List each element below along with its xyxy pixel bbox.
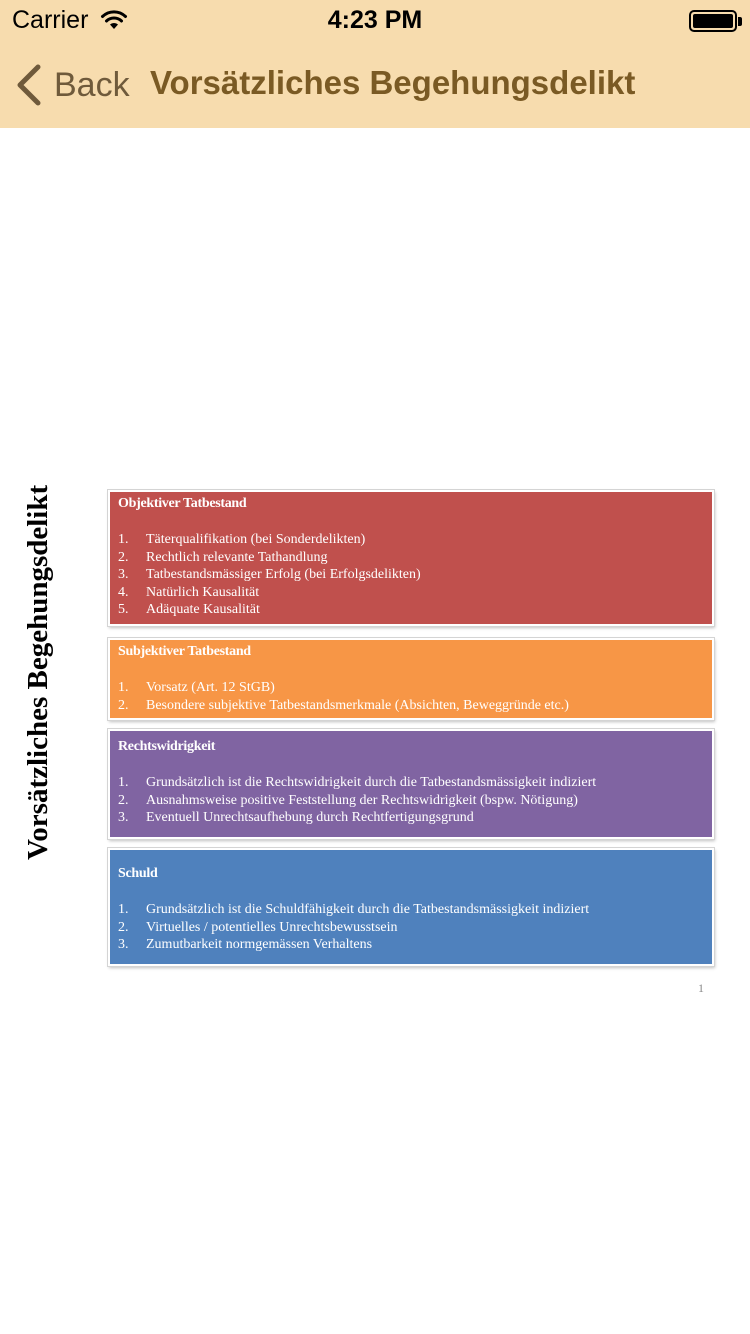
section-title: Schuld — [118, 866, 158, 881]
section-schuld — [108, 848, 714, 966]
carrier-label: Carrier — [12, 6, 89, 34]
list-item: 3. Tatbestandsmässiger Erfolg (bei Erfolgsdelikten) — [118, 567, 421, 582]
list-item: 1. Täterqualifikation (bei Sonderdelikten) — [118, 532, 366, 547]
section-list — [118, 901, 704, 954]
section-title: Objektiver Tatbestand — [118, 496, 247, 511]
list-item: 1. Grundsätzlich ist die Schuldfähigkeit durch die Tatbestandsmässigkeit indiziert — [118, 902, 590, 917]
list-item: 1. Vorsatz (Art. 12 StGB) — [118, 680, 275, 695]
list-item: 2. Virtuelles / potentielles Unrechtsbewusstsein — [118, 919, 398, 935]
page-title: Vorsätzliches Begehungsdelikt — [150, 64, 636, 101]
back-button[interactable] — [14, 62, 130, 108]
section-list — [118, 774, 704, 827]
page-number: 1 — [698, 981, 704, 995]
list-item: 2. Besondere subjektive Tatbestandsmerkmale (Absichten, Beweggründe etc.) — [118, 697, 569, 713]
list-item: 5. Adäquate Kausalität — [118, 602, 260, 617]
vertical-title: Vorsätzliches Begehungsdelikt — [22, 484, 54, 860]
battery-icon — [689, 10, 737, 32]
section-list — [118, 679, 704, 714]
back-label: Back — [54, 65, 130, 104]
list-item: 2. Rechtlich relevante Tathandlung — [118, 549, 328, 565]
section-objektiver-tatbestand — [108, 490, 714, 626]
list-item: 2. Ausnahmsweise positive Feststellung der Rechtswidrigkeit (bspw. Nötigung) — [118, 792, 578, 808]
section-subjektiver-tatbestand — [108, 638, 714, 720]
list-item: 3. Zumutbarkeit normgemässen Verhaltens — [118, 937, 373, 952]
list-item: 1. Grundsätzlich ist die Rechtswidrigkeit durch die Tatbestandsmässigkeit indiziert — [118, 775, 597, 790]
list-item: 3. Eventuell Unrechtsaufhebung durch Rechtfertigungsgrund — [118, 810, 474, 825]
section-rechtswidrigkeit — [108, 729, 714, 839]
section-list — [118, 531, 704, 619]
chevron-left-icon — [14, 63, 44, 107]
list-item: 4. Natürlich Kausalität — [118, 584, 260, 600]
status-time: 4:23 PM — [327, 6, 423, 34]
navigation-bar — [0, 0, 750, 128]
section-title: Rechtswidrigkeit — [118, 739, 216, 754]
status-bar — [0, 0, 750, 40]
section-title: Subjektiver Tatbestand — [118, 644, 251, 659]
battery-tip — [738, 17, 742, 26]
